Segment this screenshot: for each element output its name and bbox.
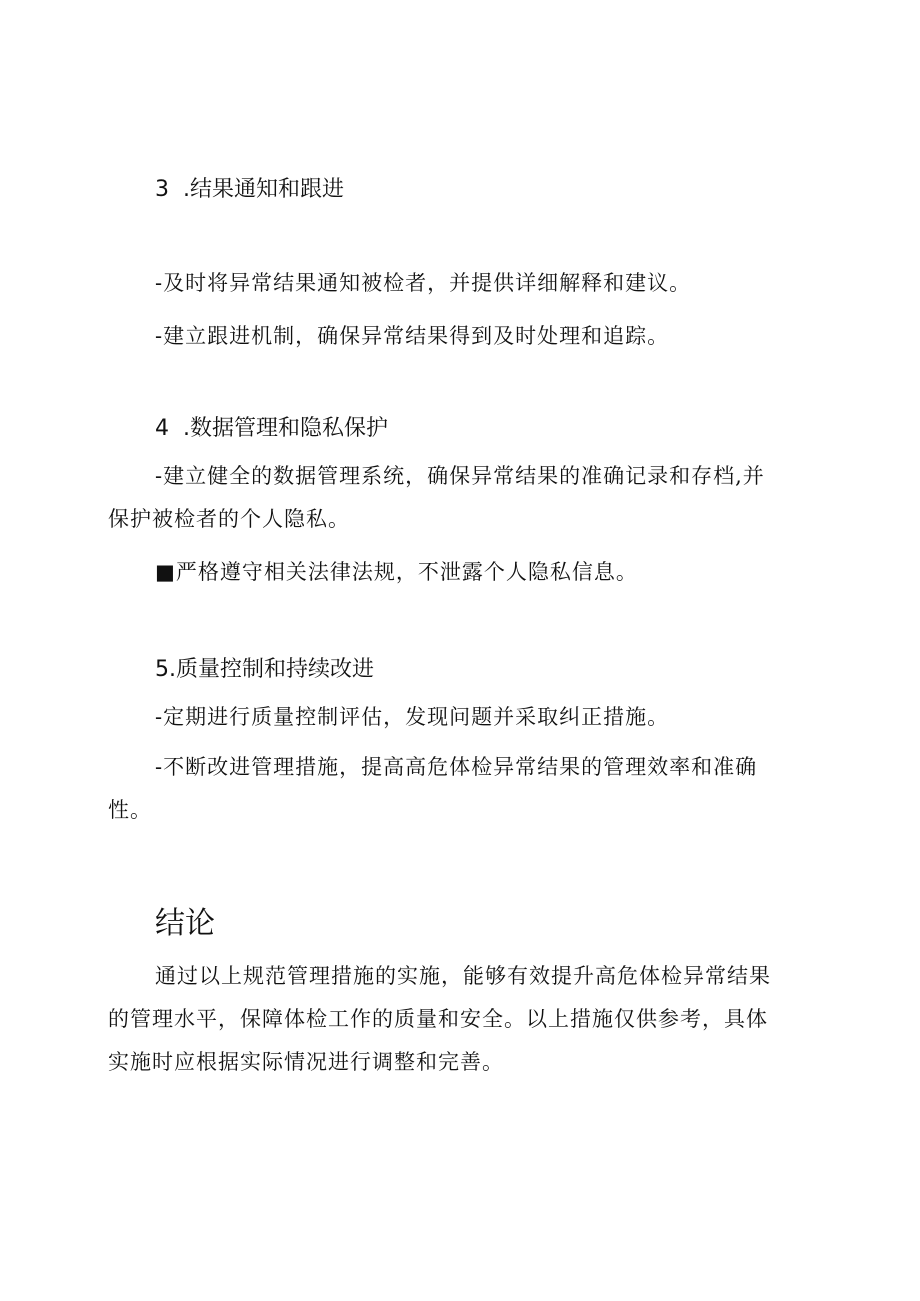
section-3-number: 3 [155, 177, 169, 202]
paragraph-line: -建立跟进机制，确保异常结果得到及时处理和追踪。 [155, 324, 670, 348]
section-3-item-2 [108, 315, 808, 358]
section-3-heading [155, 175, 344, 205]
paragraph-line: -不断改进管理措施，提高高危体检异常结果的管理效率和准确 [155, 755, 758, 779]
paragraph-line: 实施时应根据实际情况进行调整和完善。 [108, 1050, 504, 1074]
paragraph-line: ■严格遵守相关法律法规，不泄露个人隐私信息。 [155, 560, 638, 584]
section-4-heading [155, 414, 388, 444]
paragraph-line: 的管理水平，保障体检工作的质量和安全。以上措施仅供参考，具体 [108, 1007, 768, 1031]
section-5-title: 5.质量控制和持续改进 [155, 657, 374, 682]
paragraph-line: -及时将异常结果通知被检者，并提供详细解释和建议。 [155, 271, 692, 295]
paragraph-line: 通过以上规范管理措施的实施，能够有效提升高危体检异常结果 [155, 964, 771, 988]
section-4-title: .数据管理和隐私保护 [183, 416, 388, 441]
paragraph-line: 保护被检者的个人隐私。 [108, 507, 350, 531]
section-4-number: 4 [155, 416, 169, 441]
paragraph-line: -建立健全的数据管理系统，确保异常结果的准确记录和存档,并 [155, 464, 765, 488]
section-5-heading [155, 655, 374, 685]
paragraph-line: -定期进行质量控制评估，发现问题并采取纠正措施。 [155, 705, 670, 729]
section-3-item-1 [108, 262, 808, 305]
section-5-item-2 [108, 746, 808, 832]
section-5-item-1 [108, 696, 808, 739]
conclusion-paragraph [108, 955, 808, 1084]
section-4-item-1 [108, 455, 808, 541]
section-4-item-2 [108, 551, 808, 594]
section-3-title: .结果通知和跟进 [183, 177, 344, 202]
paragraph-line: 性。 [108, 798, 152, 822]
conclusion-title: 结论 [155, 906, 215, 941]
